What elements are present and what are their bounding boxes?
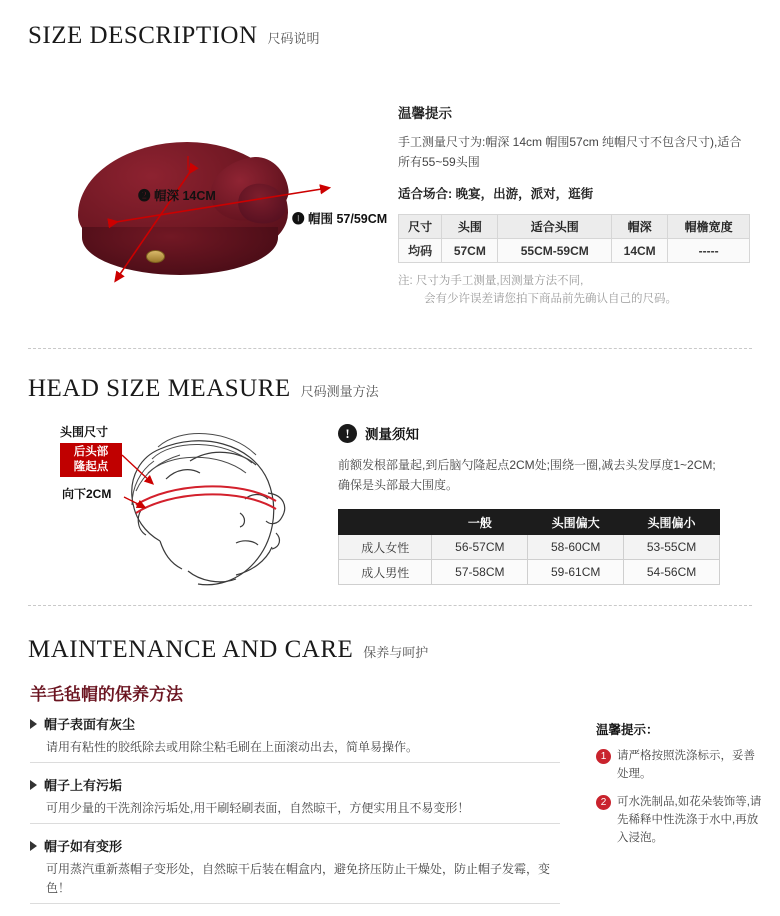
head-size-table-cell: 54-56CM (624, 560, 720, 585)
size-footnote-line2: 会有少许误差请您拍下商品前先确认自己的尺码。 (424, 293, 677, 305)
head-size-title-cn: 尺码测量方法 (300, 384, 379, 399)
size-table-header-cell: 帽檐宽度 (668, 215, 750, 239)
head-size-table-cell: 58-60CM (528, 535, 624, 560)
size-footnote (398, 272, 750, 308)
maintenance-title (28, 636, 428, 664)
triangle-bullet-icon (30, 841, 37, 851)
maintenance-title-en: MAINTENANCE AND CARE (28, 636, 354, 663)
head-size-title-en: HEAD SIZE MEASURE (28, 375, 291, 402)
section-divider (28, 348, 752, 349)
back-head-point-label: 后头部 隆起点 (60, 443, 122, 477)
care-item (30, 714, 560, 763)
measure-info-panel (338, 423, 720, 585)
section-size-description (0, 0, 780, 352)
head-size-table-cell: 57-58CM (432, 560, 528, 585)
size-table (398, 214, 750, 263)
down-2cm-label: 向下2CM (62, 487, 112, 501)
section-head-size-measure (0, 353, 780, 611)
maintenance-tips-panel (596, 720, 766, 857)
care-item (30, 775, 560, 824)
head-circumference-label: 头围尺寸 (60, 425, 109, 439)
size-footnote-line1: 注: 尺寸为手工测量,因测量方法不同, (398, 275, 584, 287)
head-size-table-cell: 59-61CM (528, 560, 624, 585)
occasion-text: 适合场合: 晚宴，出游，派对，逛街 (398, 187, 594, 201)
head-size-table-cell: 53-55CM (624, 535, 720, 560)
care-question-text: 帽子上有污垢 (44, 778, 123, 793)
maintenance-subtitle: 羊毛毡帽的保养方法 (30, 685, 183, 704)
size-info-panel (398, 102, 750, 308)
head-size-table-header-row (339, 510, 720, 535)
maintenance-list (30, 714, 560, 916)
measure-notice-text: 前额发根部量起,到后脑勺隆起点2CM处;围绕一圈,减去头发厚度1~2CM;确保是头部最大围度。 (338, 458, 716, 492)
measure-notice-header (338, 423, 720, 443)
head-size-table-cell: 成人女性 (339, 535, 432, 560)
beret-illustration (78, 132, 298, 282)
head-size-table (338, 509, 720, 585)
maintenance-tip-item (596, 747, 766, 783)
size-table-row (399, 239, 750, 263)
size-table-cell: ----- (668, 239, 750, 263)
size-description-title-en: SIZE DESCRIPTION (28, 22, 258, 49)
head-size-table-header-cell: 一般 (432, 510, 528, 535)
tip-text: 可水洗制品,如花朵装饰等,请先稀释中性洗涤于水中,再放入浸泡。 (617, 796, 762, 844)
warm-tips-text: 手工测量尺寸为:帽深 14cm 帽围57cm 纯帽尺寸不包含尺寸),适合所有55~59头围 (398, 135, 742, 169)
tip-text: 请严格按照洗涤标示，妥善处理。 (617, 750, 755, 780)
care-question (30, 714, 560, 733)
care-question (30, 775, 560, 794)
head-size-table-header-cell (339, 510, 432, 535)
size-description-title-cn: 尺码说明 (267, 31, 320, 46)
head-size-title (28, 375, 379, 403)
head-size-table-row (339, 535, 720, 560)
care-item (30, 836, 560, 904)
exclamation-icon: ! (338, 424, 357, 443)
care-question (30, 836, 560, 855)
measure-notice-heading: 测量须知 (365, 427, 419, 442)
maintenance-title-cn: 保养与呵护 (363, 645, 429, 660)
maintenance-tips-heading: 温馨提示： (596, 723, 659, 737)
size-table-cell: 均码 (399, 239, 442, 263)
head-measure-diagram (40, 421, 340, 591)
care-question-text: 帽子如有变形 (44, 839, 123, 854)
head-size-table-cell: 成人男性 (339, 560, 432, 585)
size-table-header-cell: 尺寸 (399, 215, 442, 239)
size-table-cell: 14CM (612, 239, 668, 263)
head-size-table-header-cell: 头围偏小 (624, 510, 720, 535)
hat-diagram (30, 90, 388, 300)
care-answer: 可用蒸汽重新蒸帽子变形处，自然晾干后装在帽盒内，避免挤压防止干燥处，防止帽子发霉，变色！ (30, 860, 560, 904)
triangle-bullet-icon (30, 780, 37, 790)
head-size-table-header-cell: 头围偏大 (528, 510, 624, 535)
care-answer: 请用有粘性的胶纸除去或用除尘粘毛刷在上面滚动出去，简单易操作。 (30, 738, 560, 763)
size-table-header-row (399, 215, 750, 239)
hat-depth-label: ❷ 帽深 14CM (138, 189, 216, 203)
section-maintenance-care (0, 612, 780, 905)
measure-arrows-icon (28, 90, 358, 320)
maintenance-tip-item (596, 793, 766, 847)
hat-circumference-label: ❶ 帽围 57/59CM (292, 212, 388, 226)
care-question-text: 帽子表面有灰尘 (44, 717, 136, 732)
size-description-title (28, 22, 320, 50)
section-divider (28, 605, 752, 606)
head-size-table-row (339, 560, 720, 585)
size-table-header-cell: 帽深 (612, 215, 668, 239)
tip-number-badge: 1 (596, 749, 611, 764)
size-table-cell: 57CM (442, 239, 498, 263)
triangle-bullet-icon (30, 719, 37, 729)
head-size-table-cell: 56-57CM (432, 535, 528, 560)
tip-number-badge: 2 (596, 795, 611, 810)
size-table-header-cell: 头围 (442, 215, 498, 239)
size-table-cell: 55CM-59CM (498, 239, 612, 263)
size-table-header-cell: 适合头围 (498, 215, 612, 239)
warm-tips-heading: 温馨提示 (398, 106, 452, 121)
care-answer: 可用少量的干洗剂涂污垢处,用干刷轻刷表面，自然晾干，方便实用且不易变形！ (30, 799, 560, 824)
